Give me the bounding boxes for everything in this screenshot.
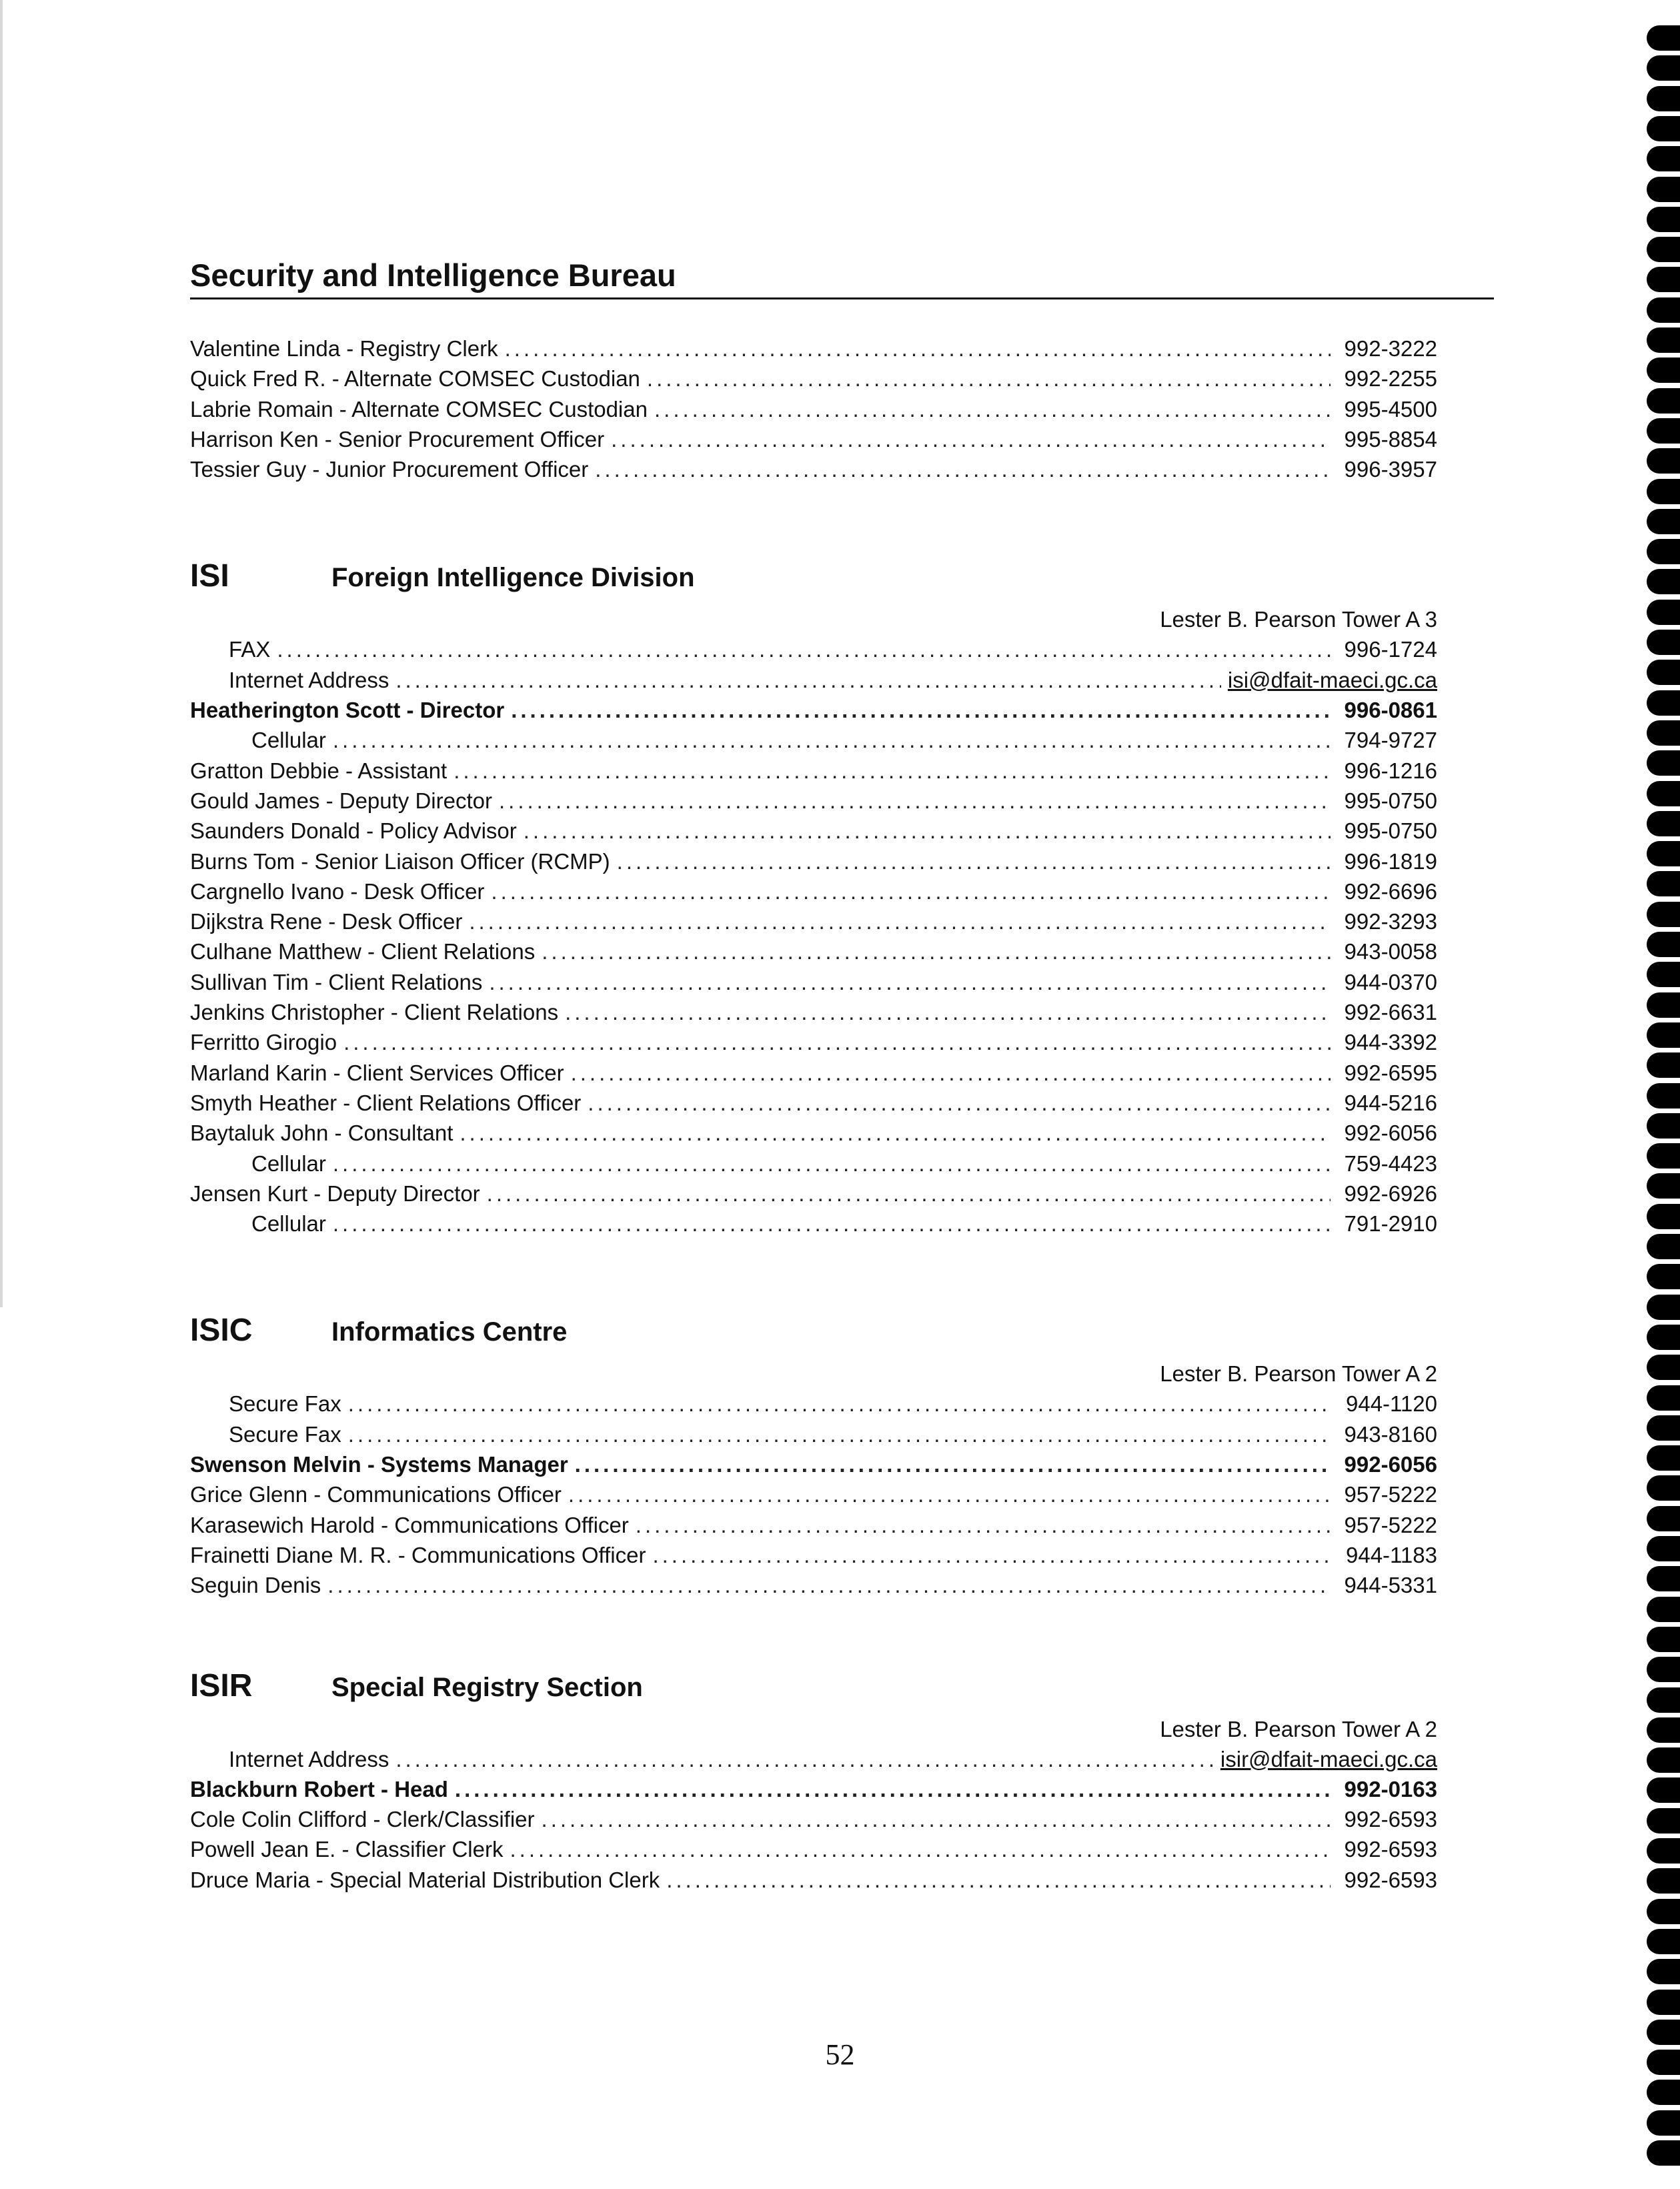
leader-dots <box>460 1118 1331 1148</box>
bureau-list <box>190 333 1437 484</box>
leader-dots <box>571 1058 1331 1088</box>
directory-row <box>190 846 1437 876</box>
entry-name: Burns Tom - Senior Liaison Officer (RCMP) <box>190 848 610 874</box>
directory-row <box>190 876 1437 906</box>
leader-dots <box>491 876 1331 906</box>
leader-dots <box>510 1834 1331 1864</box>
entry-phone: 992-6056 <box>1344 1452 1437 1477</box>
binding-hole <box>1647 962 1680 987</box>
binding-hole <box>1647 1899 1680 1924</box>
binding-hole <box>1647 932 1680 957</box>
entry-name: Cole Colin Clifford - Clerk/Classifier <box>190 1807 535 1832</box>
leader-dots <box>343 1027 1331 1057</box>
binding-hole <box>1647 1052 1680 1078</box>
entry-phone: 791-2910 <box>1344 1211 1437 1237</box>
leader-dots <box>499 786 1331 816</box>
binding-hole <box>1647 992 1680 1018</box>
entry-name: Internet Address <box>229 667 389 692</box>
directory-entries <box>190 333 1437 1895</box>
division-code: ISIC <box>190 1313 253 1349</box>
binding-hole <box>1647 902 1680 927</box>
binding-hole <box>1647 1747 1680 1773</box>
leader-dots <box>489 967 1331 997</box>
entry-phone: 996-1216 <box>1344 758 1437 783</box>
entry-phone: 995-0750 <box>1344 788 1437 813</box>
binding-hole <box>1647 569 1680 594</box>
directory-row <box>190 816 1437 846</box>
entry-name: Frainetti Diane M. R. - Communications Officer <box>190 1542 646 1567</box>
leader-dots <box>277 634 1331 664</box>
binding-hole <box>1647 357 1680 383</box>
entry-phone: 992-3293 <box>1344 909 1437 934</box>
leader-dots <box>333 725 1331 755</box>
leader-dots <box>611 424 1331 454</box>
binding-hole <box>1647 207 1680 232</box>
leader-dots <box>666 1865 1331 1895</box>
directory-row <box>190 394 1437 424</box>
entry-name: Heatherington Scott - Director <box>190 698 505 723</box>
entry-phone: 944-1120 <box>1345 1391 1437 1417</box>
entry-phone: 992-6631 <box>1344 1000 1437 1025</box>
entry-name: Cargnello Ivano - Desk Officer <box>190 878 485 904</box>
binding-hole <box>1647 1475 1680 1501</box>
directory-row <box>190 1118 1437 1148</box>
leader-dots <box>617 846 1331 876</box>
entry-name: Powell Jean E. - Classifier Clerk <box>190 1837 504 1862</box>
binding-hole <box>1647 2080 1680 2105</box>
binding-hole <box>1647 297 1680 323</box>
binding-hole <box>1647 1325 1680 1350</box>
spiral-binding <box>1640 0 1680 2189</box>
leader-dots <box>469 906 1331 936</box>
entry-phone: 944-0370 <box>1344 969 1437 994</box>
directory-row <box>190 634 1437 664</box>
entry-phone: 996-1819 <box>1344 848 1437 874</box>
leader-dots <box>348 1389 1331 1419</box>
binding-hole <box>1647 781 1680 806</box>
directory-row <box>190 967 1437 997</box>
entry-name: Marland Karin - Client Services Officer <box>190 1060 564 1085</box>
leader-dots <box>542 936 1331 966</box>
entry-name: Jenkins Christopher - Client Relations <box>190 1000 559 1025</box>
binding-hole <box>1647 1808 1680 1834</box>
leader-dots <box>575 1449 1331 1479</box>
entry-phone: 996-0861 <box>1344 698 1437 723</box>
entry-phone: 794-9727 <box>1344 728 1437 753</box>
entry-name: FAX <box>229 637 271 662</box>
binding-hole <box>1647 1445 1680 1471</box>
entry-phone: 992-6926 <box>1344 1181 1437 1206</box>
binding-hole <box>1647 1506 1680 1531</box>
entry-name: Gratton Debbie - Assistant <box>190 758 448 783</box>
entry-name: Valentine Linda - Registry Clerk <box>190 336 498 361</box>
directory-row <box>190 1774 1437 1804</box>
binding-hole <box>1647 811 1680 836</box>
binding-hole <box>1647 86 1680 111</box>
division-name: Informatics Centre <box>331 1317 568 1347</box>
division-code: ISI <box>190 558 229 594</box>
leader-dots <box>647 363 1331 394</box>
binding-hole <box>1647 1143 1680 1169</box>
entry-name: Sullivan Tim - Client Relations <box>190 969 483 994</box>
directory-row <box>190 1419 1437 1449</box>
entry-phone: 995-4500 <box>1344 396 1437 422</box>
binding-hole <box>1647 1295 1680 1320</box>
entry-phone: 943-0058 <box>1344 939 1437 964</box>
division-location: Lester B. Pearson Tower A 3 <box>1160 607 1437 632</box>
entry-name: Smyth Heather - Client Relations Officer <box>190 1090 582 1115</box>
directory-row <box>190 1027 1437 1057</box>
directory-row <box>190 997 1437 1027</box>
directory-row <box>190 1209 1437 1239</box>
leader-dots <box>333 1209 1331 1239</box>
entry-name: Culhane Matthew - Client Relations <box>190 939 536 964</box>
directory-row <box>190 1149 1437 1179</box>
division-name: Special Registry Section <box>331 1672 643 1702</box>
division-location: Lester B. Pearson Tower A 2 <box>1160 1361 1437 1387</box>
binding-hole <box>1647 630 1680 655</box>
entry-name: Tessier Guy - Junior Procurement Officer <box>190 457 589 482</box>
binding-hole <box>1647 1929 1680 1954</box>
binding-hole <box>1647 55 1680 81</box>
leader-dots <box>568 1479 1331 1509</box>
leader-dots <box>652 1540 1331 1570</box>
entry-phone: 957-5222 <box>1344 1482 1437 1507</box>
entry-name: Ferritto Girogio <box>190 1030 337 1055</box>
page-edge-shadow <box>0 0 3 1307</box>
entry-phone: 992-6593 <box>1344 1837 1437 1862</box>
entry-phone: 996-1724 <box>1344 637 1437 662</box>
binding-hole <box>1647 388 1680 414</box>
binding-hole <box>1647 1385 1680 1411</box>
entry-phone: 759-4423 <box>1344 1151 1437 1176</box>
leader-dots <box>636 1510 1331 1540</box>
entry-name: Blackburn Robert - Head <box>190 1776 448 1801</box>
leader-dots <box>505 333 1331 363</box>
binding-hole <box>1647 509 1680 534</box>
entry-phone: 944-5331 <box>1344 1573 1437 1598</box>
directory-row <box>190 333 1437 363</box>
directory-row <box>190 936 1437 966</box>
directory-row <box>190 1744 1437 1774</box>
entry-name: Karasewich Harold - Communications Officer <box>190 1512 629 1537</box>
entry-name: Labrie Romain - Alternate COMSEC Custodian <box>190 396 648 422</box>
binding-hole <box>1647 1022 1680 1048</box>
binding-hole <box>1647 1959 1680 1984</box>
division-isir <box>190 1667 1437 1895</box>
division-location: Lester B. Pearson Tower A 2 <box>1160 1716 1437 1741</box>
binding-hole <box>1647 871 1680 896</box>
division-code: ISIR <box>190 1667 253 1703</box>
binding-hole <box>1647 1355 1680 1380</box>
binding-hole <box>1647 146 1680 171</box>
leader-dots <box>327 1570 1331 1600</box>
directory-row <box>190 1449 1437 1479</box>
entry-phone: 944-5216 <box>1344 1090 1437 1115</box>
directory-row <box>190 363 1437 394</box>
entry-phone: 957-5222 <box>1344 1512 1437 1537</box>
entry-phone: 992-6595 <box>1344 1060 1437 1085</box>
entry-phone: 992-0163 <box>1344 1776 1437 1801</box>
leader-dots <box>588 1088 1331 1118</box>
entry-name: Cellular <box>251 1151 326 1176</box>
binding-hole <box>1647 1264 1680 1289</box>
leader-dots <box>395 665 1221 695</box>
entry-phone: 992-2255 <box>1344 366 1437 392</box>
binding-hole <box>1647 1113 1680 1139</box>
entry-phone: 996-3957 <box>1344 457 1437 482</box>
leader-dots <box>487 1179 1331 1209</box>
binding-hole <box>1647 237 1680 262</box>
entry-name: Dijkstra Rene - Desk Officer <box>190 909 463 934</box>
binding-hole <box>1647 177 1680 202</box>
binding-hole <box>1647 1204 1680 1229</box>
entry-phone: 943-8160 <box>1344 1421 1437 1447</box>
entry-phone: 992-6696 <box>1344 878 1437 904</box>
binding-hole <box>1647 1597 1680 1622</box>
binding-hole <box>1647 1657 1680 1682</box>
entry-name: Secure Fax <box>229 1391 341 1417</box>
leader-dots <box>565 997 1331 1027</box>
leader-dots <box>511 695 1331 725</box>
binding-hole <box>1647 720 1680 746</box>
entry-phone: 992-6593 <box>1344 1807 1437 1832</box>
binding-hole <box>1647 1990 1680 2015</box>
directory-row <box>190 1540 1437 1570</box>
directory-row <box>190 1510 1437 1540</box>
entry-phone: 995-0750 <box>1344 818 1437 844</box>
leader-dots <box>654 394 1331 424</box>
binding-hole <box>1647 2110 1680 2136</box>
page-number: 52 <box>825 2038 855 2071</box>
entry-name: Secure Fax <box>229 1421 341 1447</box>
binding-hole <box>1647 1868 1680 1894</box>
binding-hole <box>1647 841 1680 866</box>
directory-row <box>190 786 1437 816</box>
binding-hole <box>1647 418 1680 444</box>
directory-row <box>190 695 1437 725</box>
binding-hole <box>1647 1415 1680 1441</box>
entry-phone: 995-8854 <box>1344 426 1437 452</box>
binding-hole <box>1647 1717 1680 1743</box>
directory-row <box>190 454 1437 484</box>
entry-name: Druce Maria - Special Material Distribution Clerk <box>190 1867 660 1892</box>
directory-row <box>190 1389 1437 1419</box>
leader-dots <box>524 816 1331 846</box>
leader-dots <box>455 1774 1331 1804</box>
directory-row <box>190 1088 1437 1118</box>
binding-hole <box>1647 267 1680 292</box>
entry-phone: 992-3222 <box>1344 336 1437 361</box>
leader-dots <box>454 756 1331 786</box>
binding-hole <box>1647 448 1680 474</box>
entry-name: Baytaluk John - Consultant <box>190 1121 454 1146</box>
binding-hole <box>1647 539 1680 564</box>
leader-dots <box>348 1419 1331 1449</box>
entry-name: Saunders Donald - Policy Advisor <box>190 818 517 844</box>
entry-phone: 944-1183 <box>1345 1542 1437 1567</box>
entry-name: Quick Fred R. - Alternate COMSEC Custodian <box>190 366 640 392</box>
leader-dots <box>395 1744 1214 1774</box>
entry-name: Internet Address <box>229 1746 389 1771</box>
directory-row <box>190 1834 1437 1864</box>
division-isic <box>190 1312 1437 1600</box>
binding-hole <box>1647 600 1680 625</box>
entry-name: Cellular <box>251 728 326 753</box>
directory-row <box>190 1865 1437 1895</box>
binding-hole <box>1647 1536 1680 1561</box>
directory-row <box>190 1058 1437 1088</box>
entry-name: Jensen Kurt - Deputy Director <box>190 1181 480 1206</box>
directory-row <box>190 1479 1437 1509</box>
entry-name: Swenson Melvin - Systems Manager <box>190 1452 568 1477</box>
entry-name: Grice Glenn - Communications Officer <box>190 1482 562 1507</box>
binding-hole <box>1647 327 1680 353</box>
directory-row <box>190 725 1437 755</box>
directory-row <box>190 665 1437 695</box>
division-isi <box>190 558 1437 1239</box>
directory-row <box>190 1804 1437 1834</box>
binding-hole <box>1647 2140 1680 2166</box>
binding-hole <box>1647 660 1680 685</box>
entry-name: Gould James - Deputy Director <box>190 788 492 813</box>
leader-dots <box>595 454 1331 484</box>
division-heading <box>190 558 1437 604</box>
directory-row <box>190 756 1437 786</box>
directory-row <box>190 1179 1437 1209</box>
division-name: Foreign Intelligence Division <box>331 563 695 593</box>
binding-hole <box>1647 1627 1680 1652</box>
binding-hole <box>1647 1777 1680 1803</box>
leader-dots <box>333 1149 1331 1179</box>
binding-hole <box>1647 479 1680 504</box>
binding-hole <box>1647 1687 1680 1713</box>
binding-hole <box>1647 1838 1680 1864</box>
binding-hole <box>1647 1566 1680 1591</box>
entry-name: Cellular <box>251 1211 326 1237</box>
entry-name: Seguin Denis <box>190 1573 321 1598</box>
leader-dots <box>542 1804 1331 1834</box>
division-heading <box>190 1667 1437 1714</box>
binding-hole <box>1647 116 1680 141</box>
directory-row <box>190 424 1437 454</box>
email-link[interactable]: isir@dfait-maeci.gc.ca <box>1220 1746 1437 1771</box>
page-title: Security and Intelligence Bureau <box>190 257 1494 299</box>
binding-hole <box>1647 1173 1680 1199</box>
email-link[interactable]: isi@dfait-maeci.gc.ca <box>1227 667 1437 692</box>
binding-hole <box>1647 25 1680 51</box>
directory-row <box>190 906 1437 936</box>
division-heading <box>190 1312 1437 1359</box>
entry-phone: 992-6056 <box>1344 1121 1437 1146</box>
entry-name: Harrison Ken - Senior Procurement Officer <box>190 426 605 452</box>
binding-hole <box>1647 690 1680 716</box>
binding-hole <box>1647 750 1680 776</box>
binding-hole <box>1647 1234 1680 1259</box>
entry-phone: 944-3392 <box>1344 1030 1437 1055</box>
entry-phone: 992-6593 <box>1344 1867 1437 1892</box>
directory-row <box>190 1570 1437 1600</box>
binding-hole <box>1647 1083 1680 1109</box>
